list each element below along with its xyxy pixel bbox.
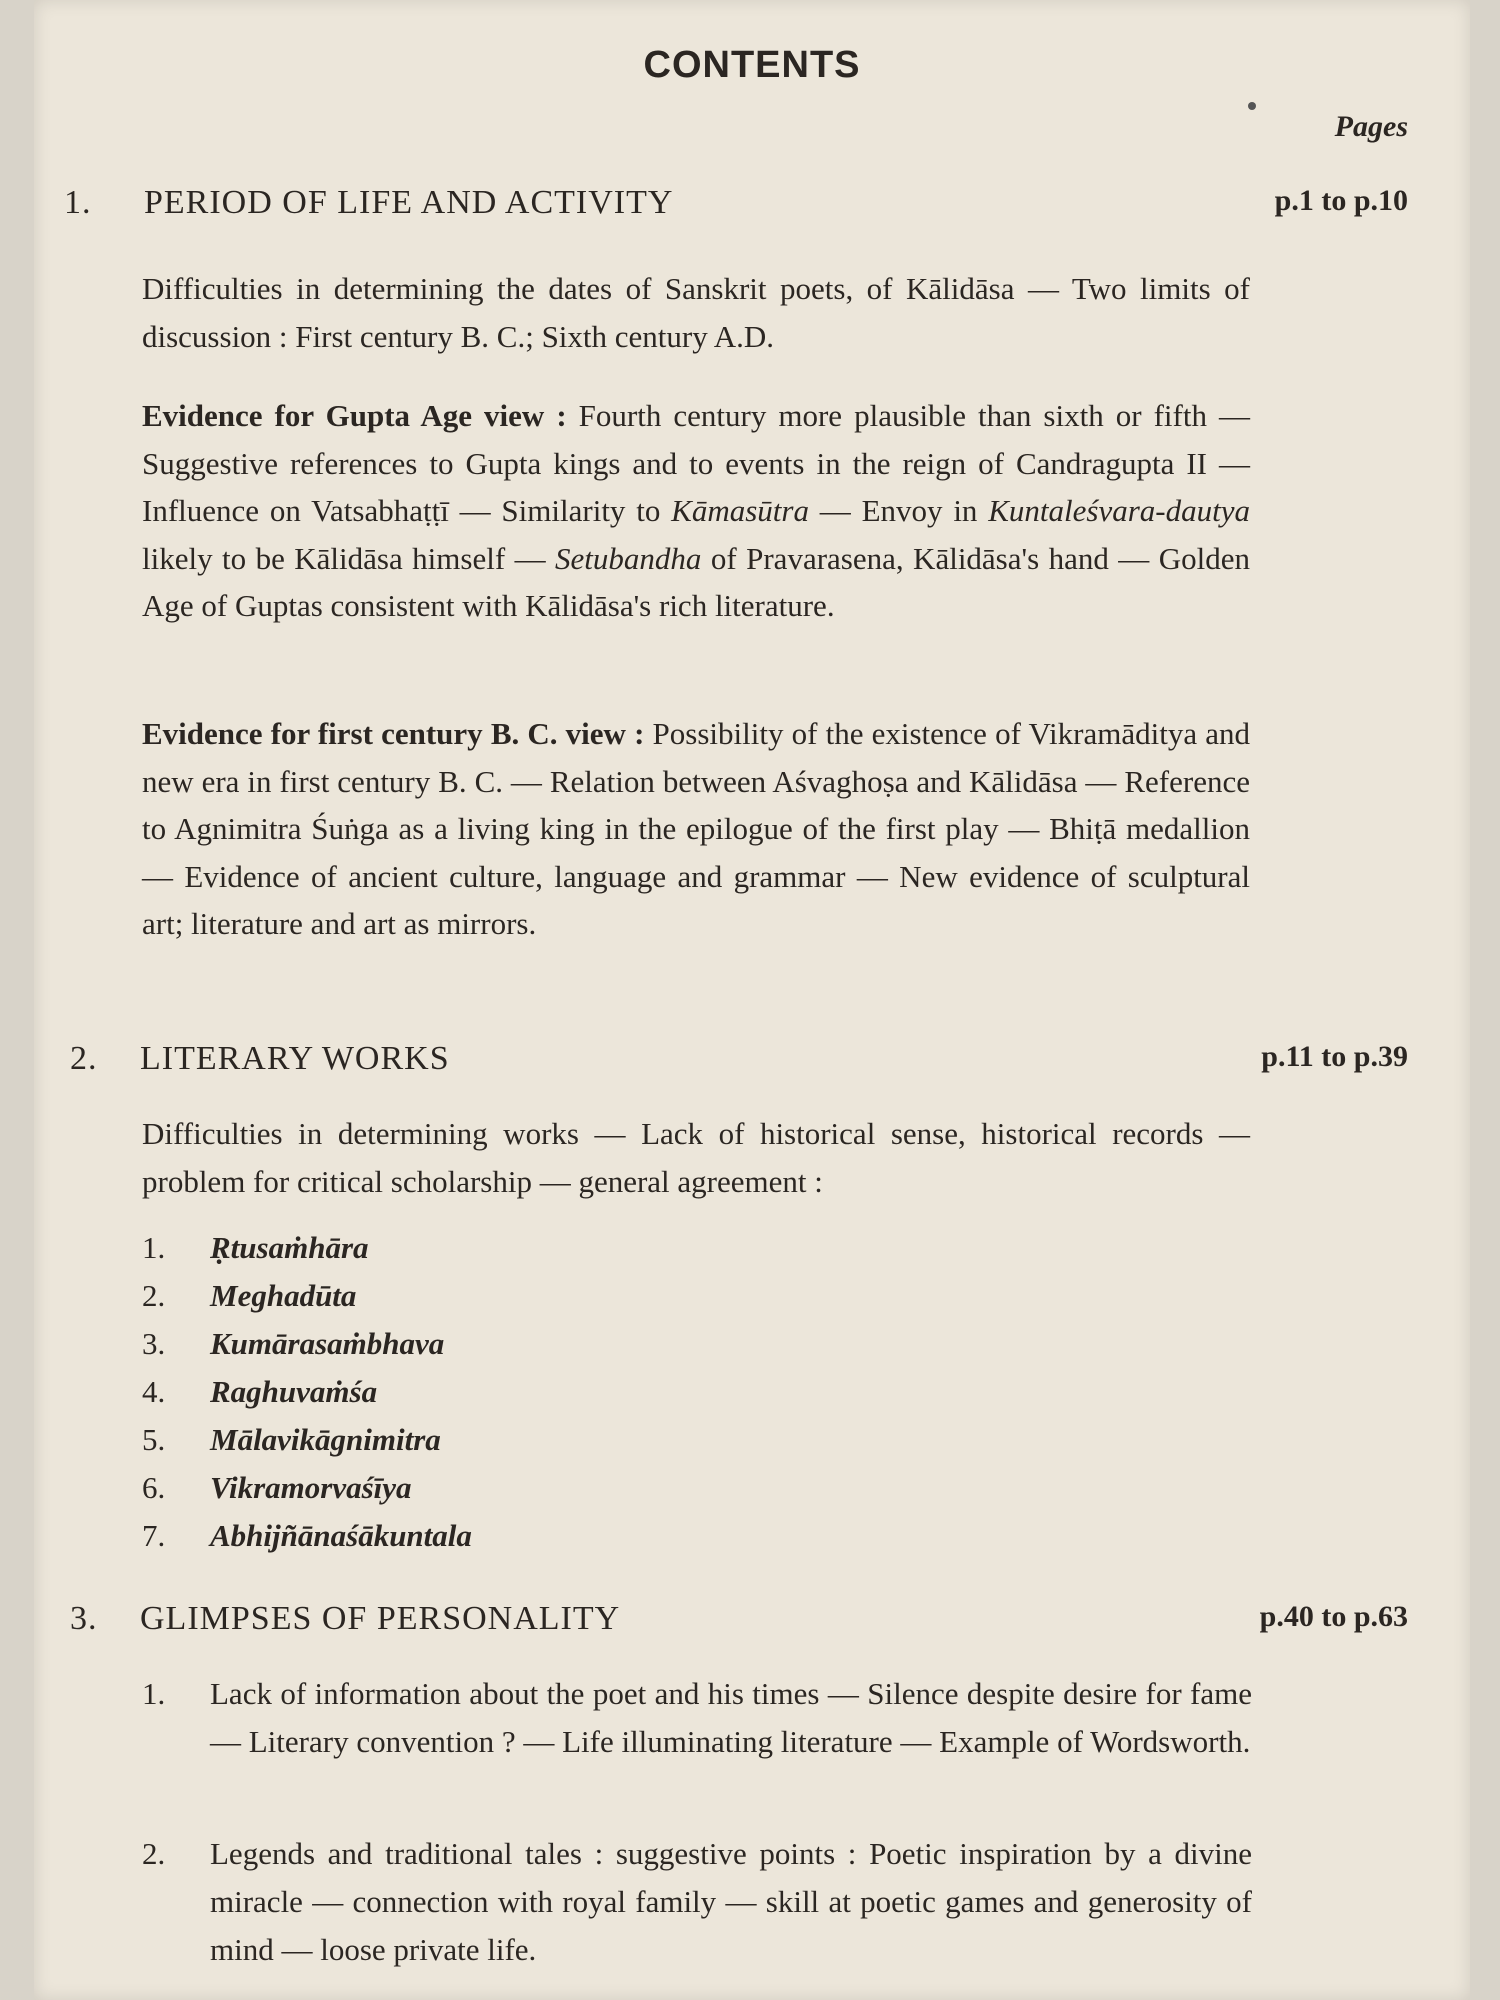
item-text: Legends and traditional tales : suggestive points : Poetic inspiration by a divine miracle — connection with royal family — skill at poetic games and generosity of mind — loose private life.: [210, 1836, 1252, 1967]
section-3-page-range: p.40 to p.63: [1259, 1600, 1408, 1633]
item-number: 2.: [142, 1836, 166, 1871]
section-3-item-1: [142, 1670, 1252, 1766]
list-item: 3. Kumārasaṁbhava: [142, 1326, 445, 1361]
section-title: LITERARY WORKS: [140, 1040, 450, 1077]
list-item: 2. Meghadūta: [142, 1278, 357, 1313]
list-item: 6. Vikramorvaśīya: [142, 1470, 412, 1505]
paragraph-text: Possibility of the existence of Vikramāditya and new era in first century B. C. — Relation between Aśvaghoṣa and Kālidāsa — Reference to Agnimitra Śuṅga as a living king in the epilogue of the first play — Bhiṭā medallion — Evidence of ancient culture, language and grammar — New evidence of sculptural art; literature and art as mirrors.: [142, 716, 1250, 941]
section-2-page-range: p.11 to p.39: [1261, 1040, 1408, 1073]
section-3-item-2: [142, 1830, 1252, 1974]
paragraph-text: Fourth century more plausible than sixth or fifth — Suggestive references to Gupta kings and to events in the reign of Candragupta II — Influence on Vatsabhaṭṭī — Similarity to: [142, 398, 1251, 528]
work-title: Vikramorvaśīya: [210, 1470, 412, 1505]
work-title: Kuntaleśvara-dautya: [988, 493, 1250, 528]
ink-dot: [1248, 102, 1256, 110]
section-number: 1.: [64, 184, 92, 221]
pages-column-label: Pages: [1334, 110, 1408, 143]
works-list: [142, 1224, 472, 1560]
section-title: PERIOD OF LIFE AND ACTIVITY: [144, 184, 674, 221]
list-item: 5. Mālavikāgnimitra: [142, 1422, 441, 1457]
work-title: Mālavikāgnimitra: [210, 1422, 441, 1457]
work-title: Kumārasaṁbhava: [210, 1326, 445, 1361]
section-number: 3.: [70, 1600, 98, 1637]
list-item: 1. Ṛtusaṁhāra: [142, 1230, 369, 1265]
section-1-paragraph-3: [142, 710, 1250, 948]
work-title: Setubandha: [555, 540, 702, 576]
section-2-intro: Difficulties in determining works — Lack of historical sense, historical records — problem for critical scholarship — general agreement :: [142, 1116, 1250, 1199]
section-1-paragraph-2: [142, 392, 1250, 630]
contents-page: [34, 0, 1470, 2000]
item-text: Lack of information about the poet and his times — Silence despite desire for fame — Literary convention ? — Life illuminating literature — Example of Wordsworth.: [210, 1676, 1252, 1759]
work-title: Abhijñānaśākuntala: [210, 1518, 472, 1553]
work-title: Ṛtusaṁhāra: [210, 1230, 369, 1265]
paragraph-text: — Envoy in: [808, 493, 989, 528]
section-number: 2.: [70, 1040, 98, 1077]
section-1-paragraph-1: Difficulties in determining the dates of Sanskrit poets, of Kālidāsa — Two limits of discussion : First century B. C.; Sixth century A.D.: [142, 271, 1250, 354]
page-title: CONTENTS: [643, 44, 861, 86]
section-title: GLIMPSES OF PERSONALITY: [140, 1600, 621, 1637]
list-item: 7. Abhijñānaśākuntala: [142, 1518, 472, 1553]
paragraph-lead: Evidence for Gupta Age view :: [142, 398, 567, 433]
work-title: Raghuvaṁśa: [210, 1374, 378, 1409]
work-title: Meghadūta: [210, 1278, 357, 1313]
paragraph-text: likely to be Kālidāsa himself —: [142, 540, 556, 576]
list-item: 4. Raghuvaṁśa: [142, 1374, 378, 1409]
work-title: Kāmasūtra: [671, 493, 809, 528]
paragraph-text: of Pravarasena, Kālidāsa's hand — Golden Age of Guptas consistent with Kālidāsa's rich literature.: [142, 540, 1250, 623]
paragraph-lead: Evidence for first century B. C. view :: [142, 716, 645, 751]
item-number: 1.: [142, 1676, 166, 1711]
section-1-page-range: p.1 to p.10: [1274, 184, 1408, 217]
